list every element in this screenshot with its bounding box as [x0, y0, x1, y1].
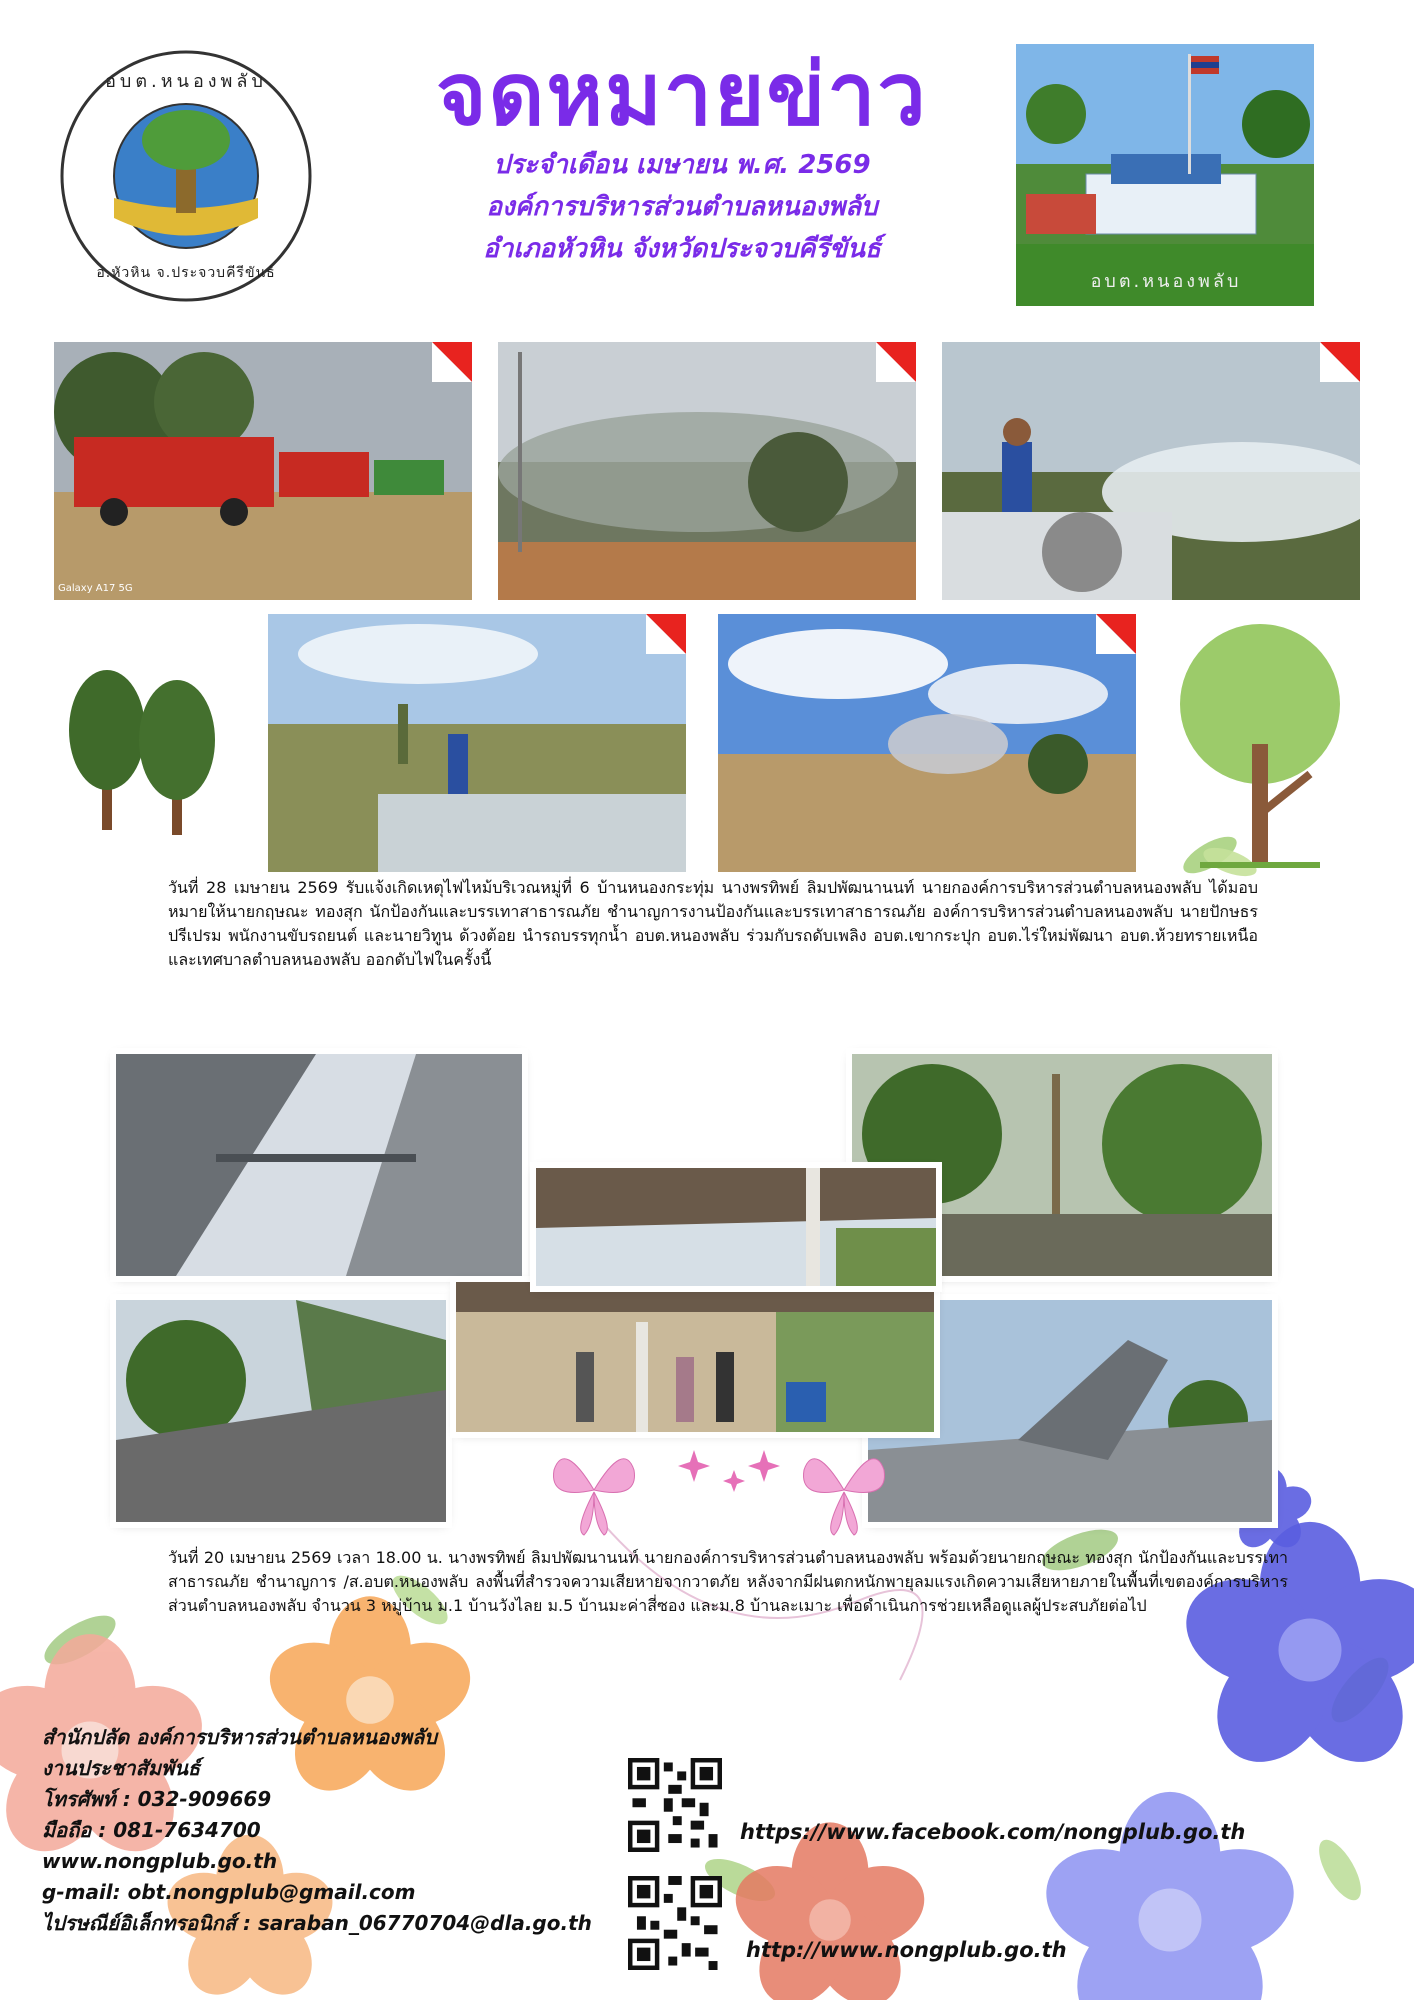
homepage-link[interactable]: http://www.nongplub.go.th [746, 1938, 1067, 1962]
storm-news-paragraph: วันที่ 20 เมษายน 2569 เวลา 18.00 น. นางพรทิพย์ ลิมปพัฒนานนท์ นายกองค์การบริหารส่วนตำบลหนองพลับ พร้อมด้วยนายกฤษณะ ทองสุก นักป้องกันและบรรเทาสาธารณภัย ชำนาญการ /ส.อบต.หนองพลับ ลงพื้นที่สำรวจความเสียหายจากวาตภัย หลังจากมีฝนตกหนักพายุลมแรงเกิดความเสียหายภายในพื้นที่เขตองค์การบริหารส่วนตำบลหนองพลับ จำนวน 3 หมู่บ้าน ม.1 บ้านวังไลย ม.5 บ้านมะค่าสี่ซอง และม.8 บ้านละเมาะ เพื่อดำเนินการช่วยเหลือดูแลผู้ประสบภัยต่อไป [168, 1548, 1288, 1615]
qr-code-icon[interactable] [628, 1876, 722, 1970]
contact-office: สำนักปลัด องค์การบริหารส่วนตำบลหนองพลับ [42, 1725, 437, 1749]
contact-info [42, 1722, 662, 1939]
tree-icon [62, 640, 222, 840]
contact-website[interactable]: www.nongplub.go.th [42, 1849, 278, 1873]
storm-photo-damaged-roof-frame [116, 1054, 522, 1276]
storm-photo-damaged-roof-tiles [116, 1300, 446, 1522]
page-fold-icon [646, 614, 686, 654]
fire-photo-trucks [54, 342, 472, 600]
photo-device-caption: Galaxy A17 5G [58, 583, 133, 594]
page-fold-icon [432, 342, 472, 382]
newsletter-subtitle-month: ประจำเดือน เมษายน พ.ศ. 2569 [493, 150, 871, 180]
office-sign-text: อบต.หนองพลับ [1090, 271, 1242, 292]
tree-icon [1160, 614, 1360, 874]
qr-code-icon[interactable] [628, 1758, 722, 1852]
logo-bottom-text: อ.หัวหิน จ.ประจวบคีรีขันธ์ [96, 265, 276, 281]
logo-top-text: อบต.หนองพลับ [105, 71, 267, 92]
fire-news-paragraph: วันที่ 28 เมษายน 2569 รับแจ้งเกิดเหตุไฟไหม้บริเวณหมู่ที่ 6 บ้านหนองกระทุ่ม นางพรทิพย์ ลิมปพัฒนานนท์ นายกองค์การบริหารส่วนตำบลหนองพลับ ได้มอบหมายให้นายกฤษณะ ทองสุก นักป้องกันและบรรเทาสาธารณภัย ชำนาญการงานป้องกันและบรรเทาสาธารณภัย องค์การบริหารส่วนตำบลหนองพลับ นายปักษธร ปรีเปรม พนักงานขับรถยนต์ และนายวิทูน ด้วงต้อย นำรถบรรทุกน้ำ อบต.หนองพลับ ร่วมกับรถดับเพลิง อบต.เขากระปุก อบต.ไร่ใหม่พัฒนา อบต.ห้วยทรายเหนือ และเทศบาลตำบลหนองพลับ ออกดับไฟในครั้งนี้ [168, 878, 1258, 969]
storm-photo-site-visit [456, 1282, 934, 1432]
facebook-link[interactable]: https://www.facebook.com/nongplub.go.th [740, 1820, 1246, 1844]
office-building-photo [1016, 44, 1314, 306]
fire-photo-water-truck [268, 614, 686, 872]
fire-photo-field-smoke [718, 614, 1136, 872]
newsletter-subtitle-org: องค์การบริหารส่วนตำบลหนองพลับ [486, 192, 878, 222]
organization-logo [58, 48, 314, 304]
fire-photo-smoke-road [498, 342, 916, 600]
page-fold-icon [1320, 342, 1360, 382]
newsletter-title: จดหมายข่าว [436, 45, 928, 145]
contact-email[interactable]: ไปรษณีย์อิเล็กทรอนิกส์ : saraban_06770704@dla.go.th [42, 1911, 592, 1935]
contact-mobile: มือถือ : 081-7634700 [42, 1818, 261, 1842]
storm-photo-damaged-house-roof [536, 1168, 936, 1286]
page-fold-icon [876, 342, 916, 382]
page-fold-icon [1096, 614, 1136, 654]
fire-photo-hose-spraying [942, 342, 1360, 600]
newsletter-subtitle-location: อำเภอหัวหิน จังหวัดประจวบคีรีขันธ์ [483, 234, 881, 264]
contact-gmail[interactable]: g-mail: obt.nongplub@gmail.com [42, 1880, 416, 1904]
butterfly-decoration-icon [544, 1430, 914, 1540]
contact-department: งานประชาสัมพันธ์ [42, 1756, 201, 1780]
contact-phone: โทรศัพท์ : 032-909669 [42, 1787, 272, 1811]
